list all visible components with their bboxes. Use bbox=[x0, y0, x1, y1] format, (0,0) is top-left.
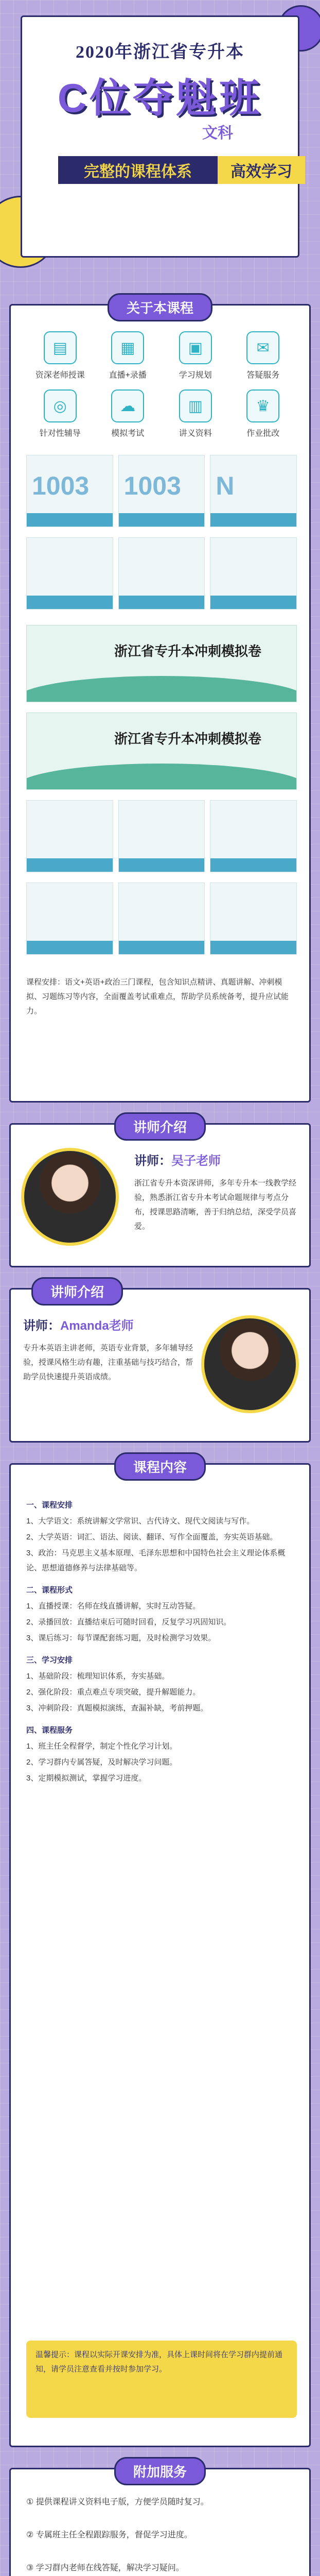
about-section bbox=[9, 300, 311, 1103]
course-paragraph: 2、大学英语：词汇、语法、阅读、翻译、写作全面覆盖，夯实英语基础。 bbox=[26, 1533, 278, 1541]
feature-item bbox=[162, 389, 229, 438]
clipboard-icon: ▤ bbox=[44, 331, 77, 364]
screenshot-number: 1003 bbox=[32, 471, 90, 500]
teacher-name bbox=[23, 1315, 134, 1333]
course-paragraph: 三、学习安排 bbox=[26, 1656, 73, 1665]
course-paragraph: 2、强化阶段：重点难点专项突破，提升解题能力。 bbox=[26, 1688, 201, 1697]
course-paragraph: 二、课程形式 bbox=[26, 1586, 73, 1595]
section-heading: 讲师介绍 bbox=[114, 1112, 206, 1141]
list-item: ① 提供课程讲义资料电子版，方便学员随时复习。 bbox=[26, 2498, 209, 2506]
course-section bbox=[9, 1460, 311, 2447]
course-paragraph: 四、课程服务 bbox=[26, 1726, 73, 1735]
screenshot-bar bbox=[210, 941, 296, 954]
feature-item bbox=[94, 331, 162, 380]
screenshot-bar bbox=[27, 596, 113, 609]
screenshot-row bbox=[26, 455, 297, 527]
screenshot-bar bbox=[119, 596, 205, 609]
teacher-bio: 浙江省专升本资深讲师，多年专升本一线教学经验，熟悉浙江省专升本考试命题规律与考点分布，授课思路清晰，善于归纳总结，深受学员喜爱。 bbox=[134, 1179, 297, 1231]
feature-label: 学习规划 bbox=[179, 371, 212, 380]
course-paragraph: 3、课后练习：每节课配套练习题，及时检测学习效果。 bbox=[26, 1634, 216, 1642]
hero-banner bbox=[0, 0, 320, 289]
teacher-avatar bbox=[201, 1315, 299, 1413]
teacher-section bbox=[9, 1284, 311, 1443]
course-screenshot bbox=[210, 883, 297, 955]
mock-exam-banner bbox=[26, 625, 297, 702]
hero-strip-left: 完整的课程体系 bbox=[58, 156, 218, 184]
screenshot-row bbox=[26, 800, 297, 872]
course-paragraph: 3、政治：马克思主义基本原理、毛泽东思想和中国特色社会主义理论体系概论、思想道德修养与法律基础等。 bbox=[26, 1549, 286, 1572]
course-screenshot bbox=[118, 537, 205, 609]
trophy-icon: ♛ bbox=[246, 389, 279, 422]
teacher-name-value: 吴子老师 bbox=[171, 1154, 221, 1168]
course-paragraph: 2、学习群内专属答疑，及时解决学习问题。 bbox=[26, 1758, 177, 1767]
feature-label: 作业批改 bbox=[246, 429, 280, 438]
hero-strip bbox=[58, 156, 305, 184]
course-paragraph: 1、直播授课：名师在线直播讲解，实时互动答疑。 bbox=[26, 1602, 201, 1611]
course-paragraph: 3、定期模拟测试，掌握学习进度。 bbox=[26, 1774, 147, 1783]
course-paragraph: 1、班主任全程督学，制定个性化学习计划。 bbox=[26, 1742, 177, 1751]
course-paragraph: 1、大学语文：系统讲解文学常识、古代诗文、现代文阅读与写作。 bbox=[26, 1517, 255, 1526]
feature-label: 资深老师授课 bbox=[35, 371, 85, 380]
course-screenshot bbox=[118, 455, 205, 527]
course-paragraph: 3、冲刺阶段：真题模拟演练，查漏补缺，考前押题。 bbox=[26, 1704, 208, 1713]
feature-label: 答疑服务 bbox=[246, 371, 280, 380]
calendar-icon: ▣ bbox=[179, 331, 212, 364]
teacher-bio: 专升本英语主讲老师，英语专业背景，多年辅导经验，授课风格生动有趣，注重基础与技巧结合，帮助学员快速提升英语成绩。 bbox=[23, 1344, 193, 1381]
about-description: 课程安排：语文+英语+政治三门课程，包含知识点精讲、真题讲解、冲刺模拟、习题练习等内容，全面覆盖考试重难点，帮助学员系统备考，提升应试能力。 bbox=[26, 978, 289, 1015]
hero-strip-right: 高效学习 bbox=[218, 156, 305, 184]
section-heading: 讲师介绍 bbox=[31, 1277, 123, 1306]
list-item: ② 专属班主任全程跟踪服务，督促学习进度。 bbox=[26, 2531, 192, 2539]
feature-label: 讲义资料 bbox=[179, 429, 212, 438]
screenshot-letter: N bbox=[216, 471, 235, 500]
course-screenshot bbox=[210, 537, 297, 609]
teacher-avatar bbox=[21, 1148, 119, 1246]
feature-label: 针对性辅导 bbox=[39, 429, 81, 438]
teacher-name-value: Amanda老师 bbox=[60, 1319, 134, 1333]
feature-item bbox=[229, 331, 297, 380]
hero-year: 2020年浙江省专升本 bbox=[76, 43, 244, 62]
screenshot-bar bbox=[210, 858, 296, 872]
screenshot-bar bbox=[27, 513, 113, 527]
screenshot-bar bbox=[119, 941, 205, 954]
feature-label: 模拟考试 bbox=[111, 429, 145, 438]
course-screenshot bbox=[26, 800, 113, 872]
course-paragraph: 一、课程安排 bbox=[26, 1501, 73, 1510]
feature-grid bbox=[26, 331, 297, 438]
screenshot-bar bbox=[27, 941, 113, 954]
screenshot-bar bbox=[27, 858, 113, 872]
section-heading: 课程内容 bbox=[114, 1452, 206, 1481]
teacher-label: 讲师： bbox=[134, 1154, 171, 1168]
feature-item bbox=[26, 389, 94, 438]
screenshot-bar bbox=[210, 596, 296, 609]
screenshot-row bbox=[26, 537, 297, 609]
banner-label: 浙江省专升本冲刺模拟卷 bbox=[114, 643, 262, 659]
screenshot-bar bbox=[119, 513, 205, 527]
teacher-section bbox=[9, 1120, 311, 1267]
course-screenshot bbox=[118, 800, 205, 872]
chat-icon: ✉ bbox=[246, 331, 279, 364]
feature-item bbox=[94, 389, 162, 438]
course-screenshot bbox=[210, 800, 297, 872]
hero-tag: 文科 bbox=[202, 125, 233, 142]
course-paragraph: 2、录播回放：直播结束后可随时回看，反复学习巩固知识。 bbox=[26, 1618, 232, 1626]
screenshot-row bbox=[26, 883, 297, 955]
banner-wave bbox=[26, 676, 297, 702]
book-icon: ▦ bbox=[111, 331, 144, 364]
course-screenshot bbox=[26, 883, 113, 955]
teacher-label: 讲师： bbox=[23, 1319, 60, 1333]
course-screenshot bbox=[26, 455, 113, 527]
section-heading: 附加服务 bbox=[114, 2457, 206, 2485]
mock-exam-banner bbox=[26, 713, 297, 790]
course-paragraph: 1、基础阶段：梳理知识体系，夯实基础。 bbox=[26, 1672, 170, 1681]
document-icon: ▥ bbox=[179, 389, 212, 422]
screenshot-bar bbox=[119, 858, 205, 872]
feature-item bbox=[229, 389, 297, 438]
hero-title: C位夺魁班 bbox=[57, 75, 263, 121]
hero-card bbox=[21, 15, 299, 258]
banner-wave bbox=[26, 764, 297, 790]
screenshot-bar bbox=[210, 513, 296, 527]
extra-services-section bbox=[9, 2464, 311, 2576]
screenshot-number: 1003 bbox=[123, 471, 181, 500]
section-heading: 关于本课程 bbox=[108, 293, 212, 321]
feature-item bbox=[26, 331, 94, 380]
course-notice: 温馨提示：课程以实际开课安排为准，具体上课时间将在学习群内提前通知，请学员注意查看并按时参加学习。 bbox=[26, 2341, 297, 2418]
banner-label: 浙江省专升本冲刺模拟卷 bbox=[114, 731, 262, 747]
feature-item bbox=[162, 331, 229, 380]
course-body bbox=[26, 1490, 297, 1787]
feature-label: 直播+录播 bbox=[109, 371, 147, 380]
course-screenshot bbox=[118, 883, 205, 955]
target-icon: ◎ bbox=[44, 389, 77, 422]
cloud-icon: ☁ bbox=[111, 389, 144, 422]
list-item: ③ 学习群内老师在线答疑，解决学习疑问。 bbox=[26, 2564, 184, 2572]
course-screenshot bbox=[26, 537, 113, 609]
teacher-name bbox=[134, 1150, 221, 1168]
course-screenshot bbox=[210, 455, 297, 527]
